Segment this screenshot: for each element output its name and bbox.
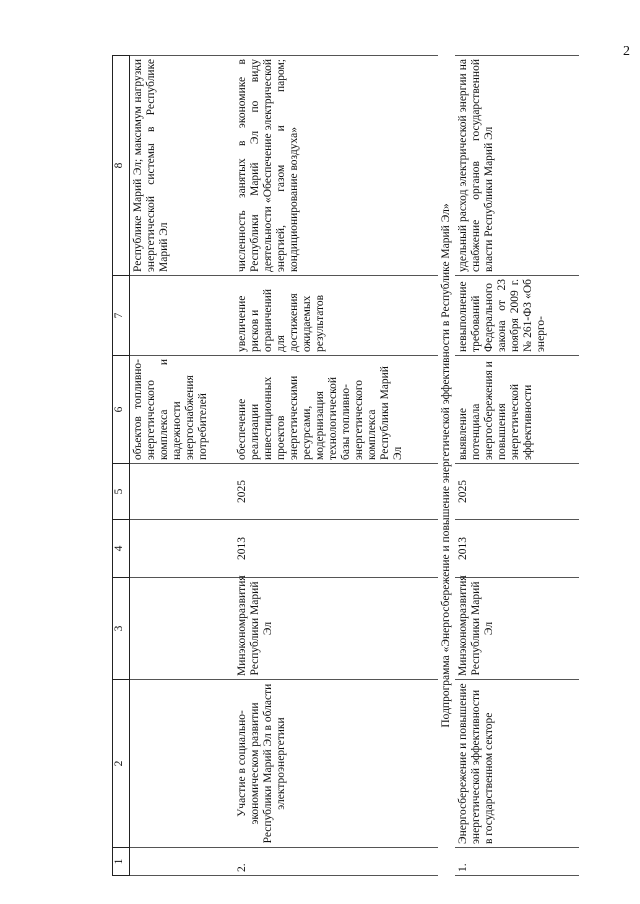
column-header: 2: [113, 680, 130, 848]
rotated-table-area: [112, 56, 632, 876]
executor-cell: Минэкономразвития Республики Марий Эл: [234, 578, 438, 680]
table-row: [234, 56, 438, 876]
measure-name: Участие в социально-экономическом развитии Республики Марий Эл в области электроэнергетики: [234, 680, 438, 848]
result-cell: выявление потенциала энергосбережения и повышения энергетической эффективности: [455, 356, 579, 464]
indicator-cell: Республике Марий Эл; максимум нагрузки энергетической системы в Республике Марий Эл: [130, 56, 235, 276]
subprogram-row: [438, 56, 455, 876]
column-header: 3: [113, 578, 130, 680]
row-number: 1.: [455, 848, 579, 876]
column-header: 5: [113, 464, 130, 520]
column-header: 1: [113, 848, 130, 876]
column-header: 8: [113, 56, 130, 276]
measure-name: Энергосбережение и повышение энергетической эффективности в государственном секторе: [455, 680, 579, 848]
program-table: [112, 55, 579, 876]
risk-cell: невыполнение требований Федерального закона от 23 ноября 2009 г. № 261-ФЗ «Об энерго-: [455, 276, 579, 356]
start-year: 2013: [234, 520, 438, 578]
indicator-cell: численность занятых в экономике в Республики Марий Эл по виду деятельности «Обеспечение электрической энергией, газом и паром; кондиционирование воздуха»: [234, 56, 438, 276]
column-header: 7: [113, 276, 130, 356]
row-number: 2.: [234, 848, 438, 876]
table-row: [455, 56, 579, 876]
subprogram-title: Подпрограмма «Энергосбережение и повышение энергетической эффективности в Республике Марий Эл»: [440, 203, 452, 728]
executor-cell: Минэкономразвития Республики Марий Эл: [455, 578, 579, 680]
end-year: 2025: [234, 464, 438, 520]
result-cell: обеспечение реализации инвестиционных проектов энергетическими ресурсами, модернизация технологической базы топливно-энергетического комплекса Республики Марий Эл: [234, 356, 438, 464]
risk-cell: увеличение рисков и ограничений для достижения ожидаемых результатов: [234, 276, 438, 356]
column-number-row: [113, 56, 130, 876]
start-year: 2013: [455, 520, 579, 578]
indicator-cell: удельный расход электрической энергии на снабжение органов государственной власти Республики Марий Эл: [455, 56, 579, 276]
result-cell: объектов топливно-энергетического комплекса и надежности энергоснабжения потребителей: [130, 356, 235, 464]
column-header: 6: [113, 356, 130, 464]
end-year: 2025: [455, 464, 579, 520]
page-number: 2: [623, 44, 630, 59]
table-row-continuation: [130, 56, 235, 876]
column-header: 4: [113, 520, 130, 578]
